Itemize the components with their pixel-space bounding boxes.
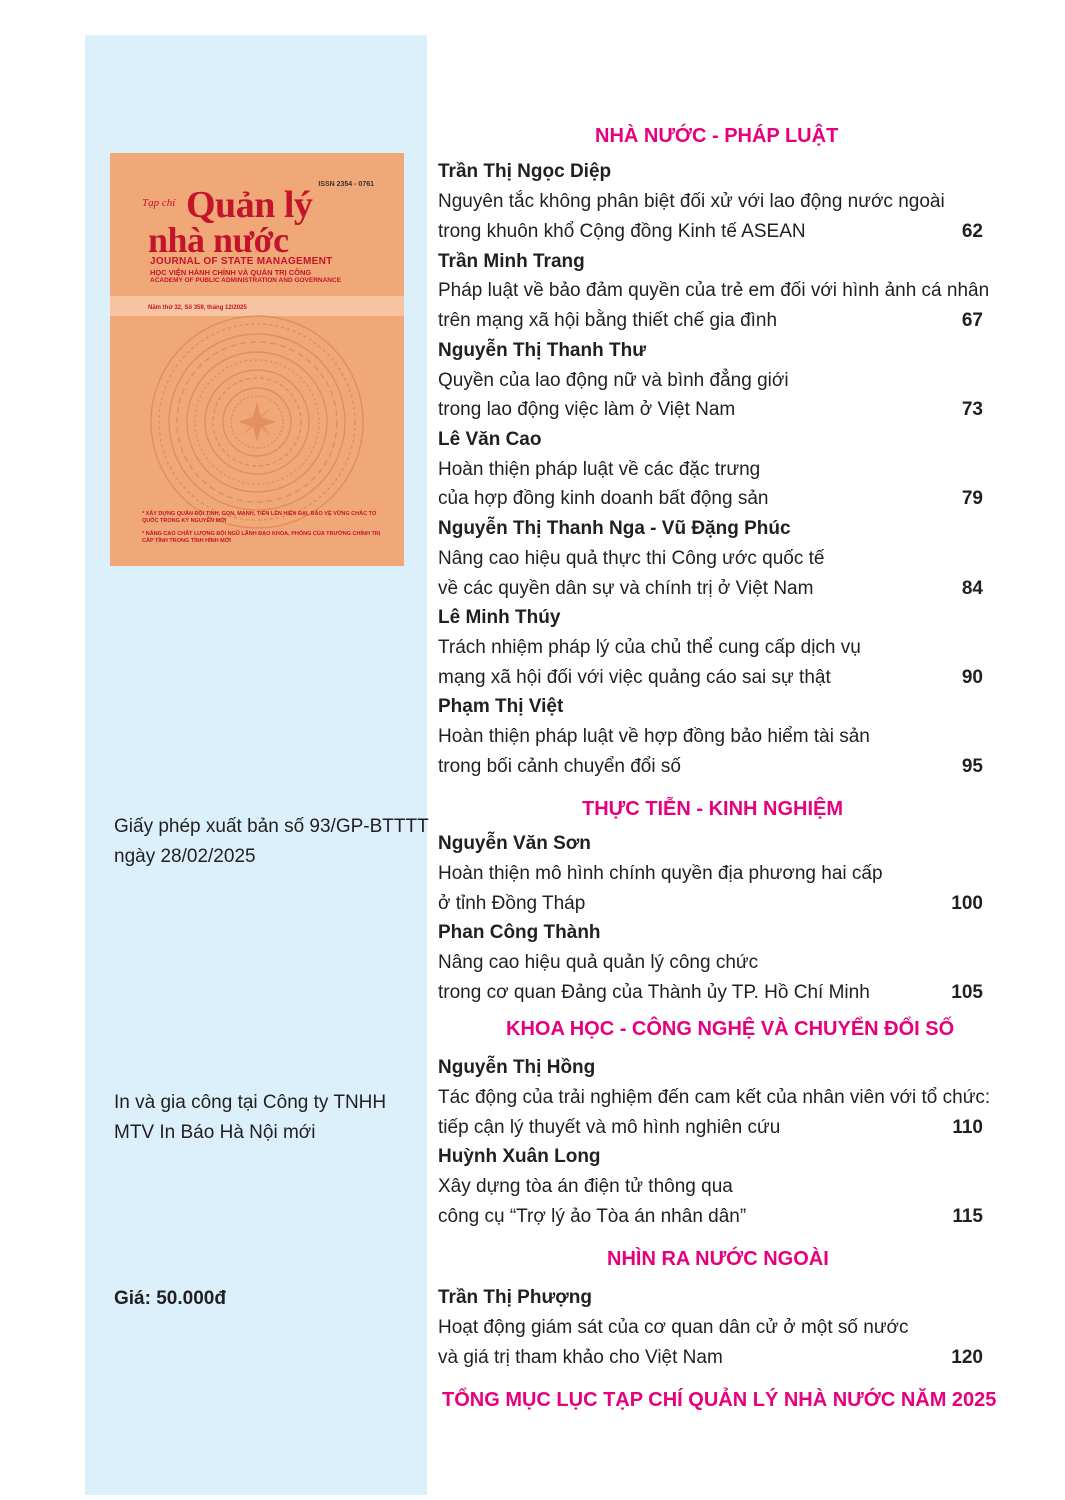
article-title-line: Hoàn thiện mô hình chính quyền địa phương hai cấp	[438, 863, 883, 884]
price: Giá: 50.000đ	[114, 1288, 226, 1309]
article-title-line: trong bối cảnh chuyển đổi số	[438, 756, 681, 777]
article-title-line: Hoàn thiện pháp luật về các đặc trưng	[438, 459, 761, 480]
article-author: Huỳnh Xuân Long	[438, 1146, 601, 1167]
article-title-line: Nguyên tắc không phân biệt đối xử với lao động nước ngoài	[438, 191, 945, 212]
license-info	[114, 812, 434, 872]
article-author: Trần Minh Trang	[438, 251, 585, 272]
article-author: Trần Thị Ngọc Diệp	[438, 161, 612, 182]
article-title-line: của hợp đồng kinh doanh bất động sản	[438, 488, 769, 509]
cover-bullet-1: * XÂY DỰNG QUÂN ĐỘI TINH, GỌN, MẠNH, TIẾN LÊN HIỆN ĐẠI, BẢO VỆ VỮNG CHẮC TỔ QUỐC TRONG KỶ NGUYÊN MỚI	[142, 511, 377, 524]
article-title-line: ở tỉnh Đồng Tháp	[438, 893, 586, 914]
article-author: Phạm Thị Việt	[438, 696, 564, 717]
article-author: Trần Thị Phượng	[438, 1287, 592, 1308]
article-title-line: mạng xã hội đối với việc quảng cáo sai sự thật	[438, 667, 831, 688]
article-page: 62	[961, 221, 983, 242]
article-author: Nguyễn Thị Thanh Nga - Vũ Đặng Phúc	[438, 518, 791, 539]
cover-issn: ISSN 2354 - 0761	[318, 181, 374, 188]
cover-title-1: Quản lý	[186, 184, 313, 226]
article-page: 73	[961, 399, 983, 420]
article-page: 67	[961, 310, 983, 331]
article-title-line: Nâng cao hiệu quả thực thi Công ước quốc tế	[438, 548, 825, 569]
article-page: 105	[951, 982, 983, 1003]
article-title-line: trên mạng xã hội bằng thiết chế gia đình	[438, 310, 778, 331]
article-title-line: Tác động của trải nghiệm đến cam kết của nhân viên với tổ chức:	[438, 1087, 991, 1108]
article-page: 79	[961, 488, 983, 509]
article-title-line: Pháp luật về bảo đảm quyền của trẻ em đối với hình ảnh cá nhân	[438, 280, 990, 301]
article-title-line: và giá trị tham khảo cho Việt Nam	[438, 1347, 723, 1368]
cover-tapchi: Tạp chí	[142, 197, 176, 209]
cover-publisher-vi: HỌC VIỆN HÀNH CHÍNH VÀ QUẢN TRỊ CÔNG	[150, 268, 312, 277]
printer-line-1: In và gia công tại Công ty TNHH	[114, 1092, 387, 1113]
article-page: 84	[961, 578, 983, 599]
article-page: 90	[961, 667, 983, 688]
article-title-line: về các quyền dân sự và chính trị ở Việt Nam	[438, 578, 814, 599]
article-title-line: công cụ “Trợ lý ảo Tòa án nhân dân”	[438, 1206, 747, 1227]
section-heading-nhin-ra-nuoc-ngoai: NHÌN RA NƯỚC NGOÀI	[607, 1248, 829, 1270]
license-line-2: ngày 28/02/2025	[114, 846, 256, 867]
article-author: Lê Minh Thúy	[438, 607, 561, 628]
cover-title-2: nhà nước	[148, 220, 289, 260]
article-page: 120	[951, 1347, 983, 1368]
cover-bullet-2: * NÂNG CAO CHẤT LƯỢNG ĐỘI NGŨ LÃNH ĐẠO KHOA, PHÒNG CỦA TRƯỜNG CHÍNH TRỊ CẤP TỈNH TRONG TÌNH HÌNH MỚI	[142, 531, 381, 544]
section-heading-nha-nuoc-phap-luat: NHÀ NƯỚC - PHÁP LUẬT	[595, 125, 839, 147]
article-title-line: trong khuôn khổ Cộng đồng Kinh tế ASEAN	[438, 221, 806, 242]
cover-issue: Năm thứ 32, Số 359, tháng 12/2025	[148, 305, 247, 311]
article-author: Phan Công Thành	[438, 922, 601, 943]
article-author: Lê Văn Cao	[438, 429, 542, 450]
article-author: Nguyễn Thị Hồng	[438, 1057, 596, 1078]
article-page: 110	[952, 1117, 983, 1138]
article-title-line: Hoàn thiện pháp luật về hợp đồng bảo hiểm tài sản	[438, 726, 870, 747]
cover-publisher-en: ACADEMY OF PUBLIC ADMINISTRATION AND GOVERNANCE	[150, 277, 342, 284]
article-title-line: Quyền của lao động nữ và bình đẳng giới	[438, 370, 789, 391]
cover-subtitle-en: JOURNAL OF STATE MANAGEMENT	[150, 256, 333, 267]
printer-line-2: MTV In Báo Hà Nội mới	[114, 1122, 316, 1143]
article-title-line: Hoạt động giám sát của cơ quan dân cử ở một số nước	[438, 1317, 909, 1338]
article-title-line: Nâng cao hiệu quả quản lý công chức	[438, 952, 759, 973]
cover-image	[110, 153, 404, 566]
article-page: 100	[951, 893, 983, 914]
section-heading-thuc-tien-kinh-nghiem: THỰC TIỄN - KINH NGHIỆM	[582, 798, 844, 820]
article-title-line: trong lao động việc làm ở Việt Nam	[438, 399, 736, 420]
article-title-line: tiếp cận lý thuyết và mô hình nghiên cứu	[438, 1117, 781, 1138]
article-page: 115	[952, 1206, 983, 1227]
license-line-1: Giấy phép xuất bản số 93/GP-BTTTT	[114, 816, 429, 837]
article-author: Nguyễn Văn Sơn	[438, 833, 591, 854]
section-heading-tong-muc-luc: TỔNG MỤC LỤC TẠP CHÍ QUẢN LÝ NHÀ NƯỚC NĂM 2025	[442, 1389, 997, 1411]
bronze-drum-icon	[148, 313, 366, 531]
article-title-line: trong cơ quan Đảng của Thành ủy TP. Hồ Chí Minh	[438, 982, 870, 1003]
printer-info	[114, 1088, 414, 1148]
article-author: Nguyễn Thị Thanh Thư	[438, 340, 646, 361]
article-title-line: Xây dựng tòa án điện tử thông qua	[438, 1176, 733, 1197]
article-title-line: Trách nhiệm pháp lý của chủ thể cung cấp dịch vụ	[438, 637, 861, 658]
article-page: 95	[961, 756, 983, 777]
section-heading-khoa-hoc-cong-nghe: KHOA HỌC - CÔNG NGHỆ VÀ CHUYỂN ĐỔI SỐ	[506, 1018, 955, 1040]
